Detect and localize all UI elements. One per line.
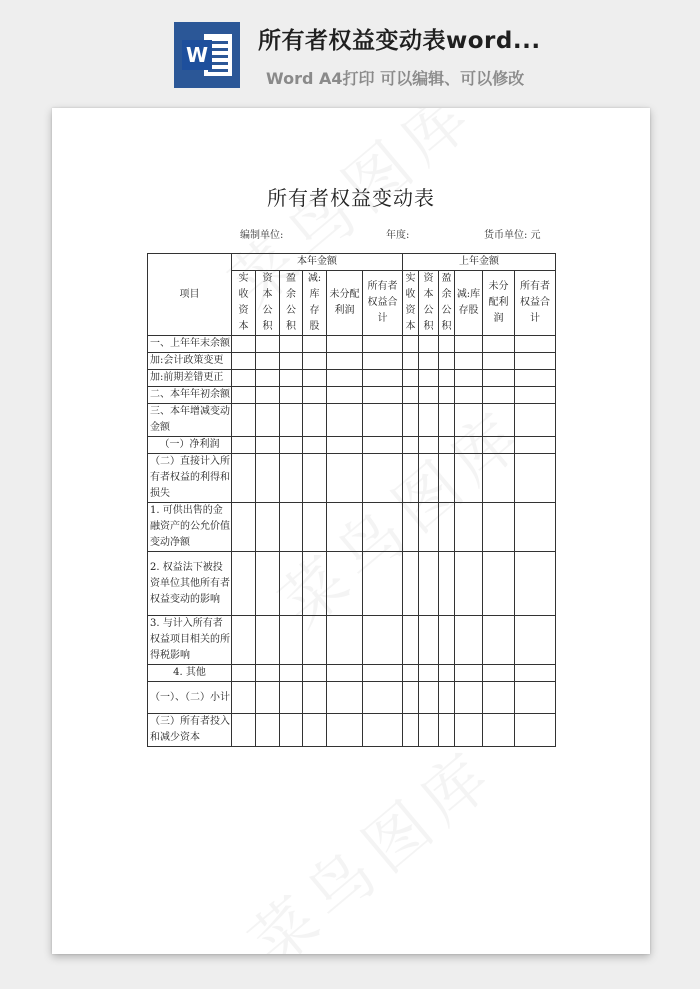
row-label: 二、本年年初余额 — [148, 387, 232, 404]
value-cell[interactable] — [256, 454, 280, 503]
table-row — [148, 370, 556, 387]
value-cell[interactable] — [419, 370, 439, 387]
value-cell[interactable] — [232, 387, 256, 404]
value-cell[interactable] — [515, 454, 556, 503]
row-label: 3. 与计入所有者权益项目相关的所得税影响 — [148, 616, 232, 665]
value-cell[interactable] — [280, 454, 303, 503]
file-title: 所有者权益变动表word... — [258, 28, 541, 54]
value-cell[interactable] — [232, 665, 256, 682]
value-cell[interactable] — [256, 665, 280, 682]
value-cell[interactable] — [483, 404, 515, 437]
document-page — [52, 108, 650, 954]
col-header: 资本公积 — [256, 271, 280, 336]
value-cell[interactable] — [280, 370, 303, 387]
value-cell[interactable] — [303, 714, 327, 747]
value-cell[interactable] — [515, 552, 556, 616]
value-cell[interactable] — [515, 353, 556, 370]
value-cell[interactable] — [483, 353, 515, 370]
value-cell[interactable] — [327, 336, 363, 353]
equity-change-table — [147, 253, 556, 747]
value-cell[interactable] — [483, 552, 515, 616]
value-cell[interactable] — [327, 714, 363, 747]
value-cell[interactable] — [515, 665, 556, 682]
value-cell[interactable] — [256, 336, 280, 353]
row-label: 三、本年增减变动金额 — [148, 404, 232, 437]
value-cell[interactable] — [403, 503, 419, 552]
value-cell[interactable] — [483, 682, 515, 714]
value-cell[interactable] — [363, 387, 403, 404]
value-cell[interactable] — [303, 404, 327, 437]
meta-year: 年度: — [386, 230, 410, 241]
value-cell[interactable] — [232, 503, 256, 552]
value-cell[interactable] — [455, 616, 483, 665]
value-cell[interactable] — [280, 387, 303, 404]
value-cell[interactable] — [303, 665, 327, 682]
word-file-icon — [174, 22, 240, 88]
value-cell[interactable] — [232, 370, 256, 387]
value-cell[interactable] — [439, 437, 455, 454]
value-cell[interactable] — [419, 437, 439, 454]
value-cell[interactable] — [515, 682, 556, 714]
value-cell[interactable] — [515, 387, 556, 404]
row-label: 1. 可供出售的金融资产的公允价值变动净额 — [148, 503, 232, 552]
table-row — [148, 552, 556, 616]
value-cell[interactable] — [280, 665, 303, 682]
value-cell[interactable] — [455, 387, 483, 404]
value-cell[interactable] — [303, 370, 327, 387]
previous-year-header: 上年金额 — [403, 254, 556, 271]
value-cell[interactable] — [419, 665, 439, 682]
value-cell[interactable] — [403, 682, 419, 714]
col-header: 减:库存股 — [303, 271, 327, 336]
value-cell[interactable] — [303, 336, 327, 353]
value-cell[interactable] — [515, 404, 556, 437]
value-cell[interactable] — [455, 454, 483, 503]
value-cell[interactable] — [327, 552, 363, 616]
value-cell[interactable] — [439, 454, 455, 503]
value-cell[interactable] — [327, 665, 363, 682]
value-cell[interactable] — [439, 503, 455, 552]
value-cell[interactable] — [363, 714, 403, 747]
table-row — [148, 336, 556, 353]
value-cell[interactable] — [363, 503, 403, 552]
value-cell[interactable] — [455, 714, 483, 747]
value-cell[interactable] — [232, 552, 256, 616]
value-cell[interactable] — [303, 616, 327, 665]
value-cell[interactable] — [363, 353, 403, 370]
value-cell[interactable] — [515, 336, 556, 353]
value-cell[interactable] — [483, 336, 515, 353]
value-cell[interactable] — [256, 437, 280, 454]
col-header: 资本公积 — [419, 271, 439, 336]
row-label: 一、上年年末余额 — [148, 336, 232, 353]
value-cell[interactable] — [327, 404, 363, 437]
current-year-header: 本年金额 — [232, 254, 403, 271]
value-cell[interactable] — [439, 665, 455, 682]
value-cell[interactable] — [419, 404, 439, 437]
value-cell[interactable] — [256, 404, 280, 437]
value-cell[interactable] — [256, 682, 280, 714]
value-cell[interactable] — [256, 552, 280, 616]
value-cell[interactable] — [232, 454, 256, 503]
value-cell[interactable] — [455, 370, 483, 387]
value-cell[interactable] — [403, 714, 419, 747]
value-cell[interactable] — [455, 665, 483, 682]
value-cell[interactable] — [280, 503, 303, 552]
value-cell[interactable] — [455, 682, 483, 714]
table-row — [148, 353, 556, 370]
value-cell[interactable] — [303, 387, 327, 404]
col-header: 实收资本 — [232, 271, 256, 336]
value-cell[interactable] — [327, 387, 363, 404]
value-cell[interactable] — [419, 353, 439, 370]
value-cell[interactable] — [515, 616, 556, 665]
file-subtitle: Word A4打印 可以编辑、可以修改 — [266, 69, 525, 88]
row-label: （一）、（二）小计 — [148, 682, 232, 714]
table-row — [148, 387, 556, 404]
value-cell[interactable] — [515, 370, 556, 387]
value-cell[interactable] — [363, 404, 403, 437]
value-cell[interactable] — [363, 454, 403, 503]
table-row — [148, 665, 556, 682]
value-cell[interactable] — [363, 682, 403, 714]
header-bar — [0, 0, 700, 108]
value-cell[interactable] — [232, 616, 256, 665]
value-cell[interactable] — [419, 387, 439, 404]
value-cell[interactable] — [232, 682, 256, 714]
value-cell[interactable] — [455, 552, 483, 616]
value-cell[interactable] — [327, 616, 363, 665]
value-cell[interactable] — [419, 552, 439, 616]
value-cell[interactable] — [280, 552, 303, 616]
value-cell[interactable] — [515, 714, 556, 747]
value-cell[interactable] — [483, 370, 515, 387]
value-cell[interactable] — [280, 437, 303, 454]
value-cell[interactable] — [280, 404, 303, 437]
table-row — [148, 437, 556, 454]
row-label: （二）直接计入所有者权益的利得和损失 — [148, 454, 232, 503]
value-cell[interactable] — [327, 682, 363, 714]
col-header: 所有者权益合计 — [363, 271, 403, 336]
value-cell[interactable] — [363, 437, 403, 454]
row-label: 加:前期差错更正 — [148, 370, 232, 387]
row-label: 加:会计政策变更 — [148, 353, 232, 370]
value-cell[interactable] — [327, 503, 363, 552]
value-cell[interactable] — [439, 336, 455, 353]
table-body — [148, 336, 556, 747]
value-cell[interactable] — [403, 336, 419, 353]
value-cell[interactable] — [439, 404, 455, 437]
value-cell[interactable] — [419, 682, 439, 714]
value-cell[interactable] — [256, 353, 280, 370]
value-cell[interactable] — [303, 552, 327, 616]
value-cell[interactable] — [419, 503, 439, 552]
table-row — [148, 616, 556, 665]
value-cell[interactable] — [515, 503, 556, 552]
value-cell[interactable] — [455, 404, 483, 437]
value-cell[interactable] — [256, 503, 280, 552]
value-cell[interactable] — [455, 336, 483, 353]
value-cell[interactable] — [483, 437, 515, 454]
meta-unit: 编制单位: — [240, 230, 284, 241]
value-cell[interactable] — [439, 387, 455, 404]
col-header: 减:库存股 — [455, 271, 483, 336]
value-cell[interactable] — [403, 353, 419, 370]
value-cell[interactable] — [439, 682, 455, 714]
value-cell[interactable] — [483, 714, 515, 747]
value-cell[interactable] — [327, 370, 363, 387]
value-cell[interactable] — [327, 454, 363, 503]
value-cell[interactable] — [419, 454, 439, 503]
value-cell[interactable] — [303, 682, 327, 714]
value-cell[interactable] — [483, 503, 515, 552]
value-cell[interactable] — [303, 437, 327, 454]
table-row — [148, 454, 556, 503]
value-cell[interactable] — [439, 714, 455, 747]
value-cell[interactable] — [327, 353, 363, 370]
value-cell[interactable] — [483, 616, 515, 665]
row-label: （三）所有者投入和减少资本 — [148, 714, 232, 747]
value-cell[interactable] — [363, 665, 403, 682]
value-cell[interactable] — [303, 353, 327, 370]
col-header: 未分配利润 — [483, 271, 515, 336]
value-cell[interactable] — [455, 353, 483, 370]
row-label: 2. 权益法下被投资单位其他所有者权益变动的影响 — [148, 552, 232, 616]
value-cell[interactable] — [280, 353, 303, 370]
value-cell[interactable] — [403, 665, 419, 682]
value-cell[interactable] — [439, 353, 455, 370]
svg-text:W: W — [185, 43, 209, 67]
item-header: 项目 — [148, 254, 232, 336]
value-cell[interactable] — [483, 387, 515, 404]
value-cell[interactable] — [483, 454, 515, 503]
value-cell[interactable] — [232, 353, 256, 370]
value-cell[interactable] — [280, 682, 303, 714]
value-cell[interactable] — [280, 616, 303, 665]
value-cell[interactable] — [515, 437, 556, 454]
value-cell[interactable] — [419, 714, 439, 747]
value-cell[interactable] — [232, 404, 256, 437]
value-cell[interactable] — [403, 437, 419, 454]
value-cell[interactable] — [403, 552, 419, 616]
value-cell[interactable] — [280, 336, 303, 353]
col-header: 盈余公积 — [280, 271, 303, 336]
row-label: 4. 其他 — [148, 665, 232, 682]
value-cell[interactable] — [363, 336, 403, 353]
value-cell[interactable] — [455, 503, 483, 552]
col-header: 实收资本 — [403, 271, 419, 336]
value-cell[interactable] — [403, 387, 419, 404]
value-cell[interactable] — [455, 437, 483, 454]
value-cell[interactable] — [232, 714, 256, 747]
value-cell[interactable] — [363, 552, 403, 616]
value-cell[interactable] — [439, 552, 455, 616]
col-header: 盈余公积 — [439, 271, 455, 336]
value-cell[interactable] — [327, 437, 363, 454]
value-cell[interactable] — [419, 336, 439, 353]
value-cell[interactable] — [256, 387, 280, 404]
value-cell[interactable] — [363, 370, 403, 387]
col-header: 所有者权益合计 — [515, 271, 556, 336]
row-label: （一）净利润 — [148, 437, 232, 454]
table-row — [148, 503, 556, 552]
value-cell[interactable] — [232, 336, 256, 353]
watermark — [227, 724, 513, 954]
meta-currency: 货币单位: 元 — [484, 230, 541, 241]
table-row — [148, 682, 556, 714]
value-cell[interactable] — [363, 616, 403, 665]
value-cell[interactable] — [403, 404, 419, 437]
document-title: 所有者权益变动表 — [267, 186, 435, 210]
value-cell[interactable] — [483, 665, 515, 682]
value-cell[interactable] — [303, 503, 327, 552]
value-cell[interactable] — [256, 714, 280, 747]
value-cell[interactable] — [403, 616, 419, 665]
table-row — [148, 404, 556, 437]
value-cell[interactable] — [256, 370, 280, 387]
value-cell[interactable] — [439, 616, 455, 665]
value-cell[interactable] — [403, 454, 419, 503]
value-cell[interactable] — [232, 437, 256, 454]
value-cell[interactable] — [403, 370, 419, 387]
value-cell[interactable] — [303, 454, 327, 503]
col-header: 未分配利润 — [327, 271, 363, 336]
value-cell[interactable] — [280, 714, 303, 747]
value-cell[interactable] — [439, 370, 455, 387]
value-cell[interactable] — [256, 616, 280, 665]
value-cell[interactable] — [419, 616, 439, 665]
table-row — [148, 714, 556, 747]
